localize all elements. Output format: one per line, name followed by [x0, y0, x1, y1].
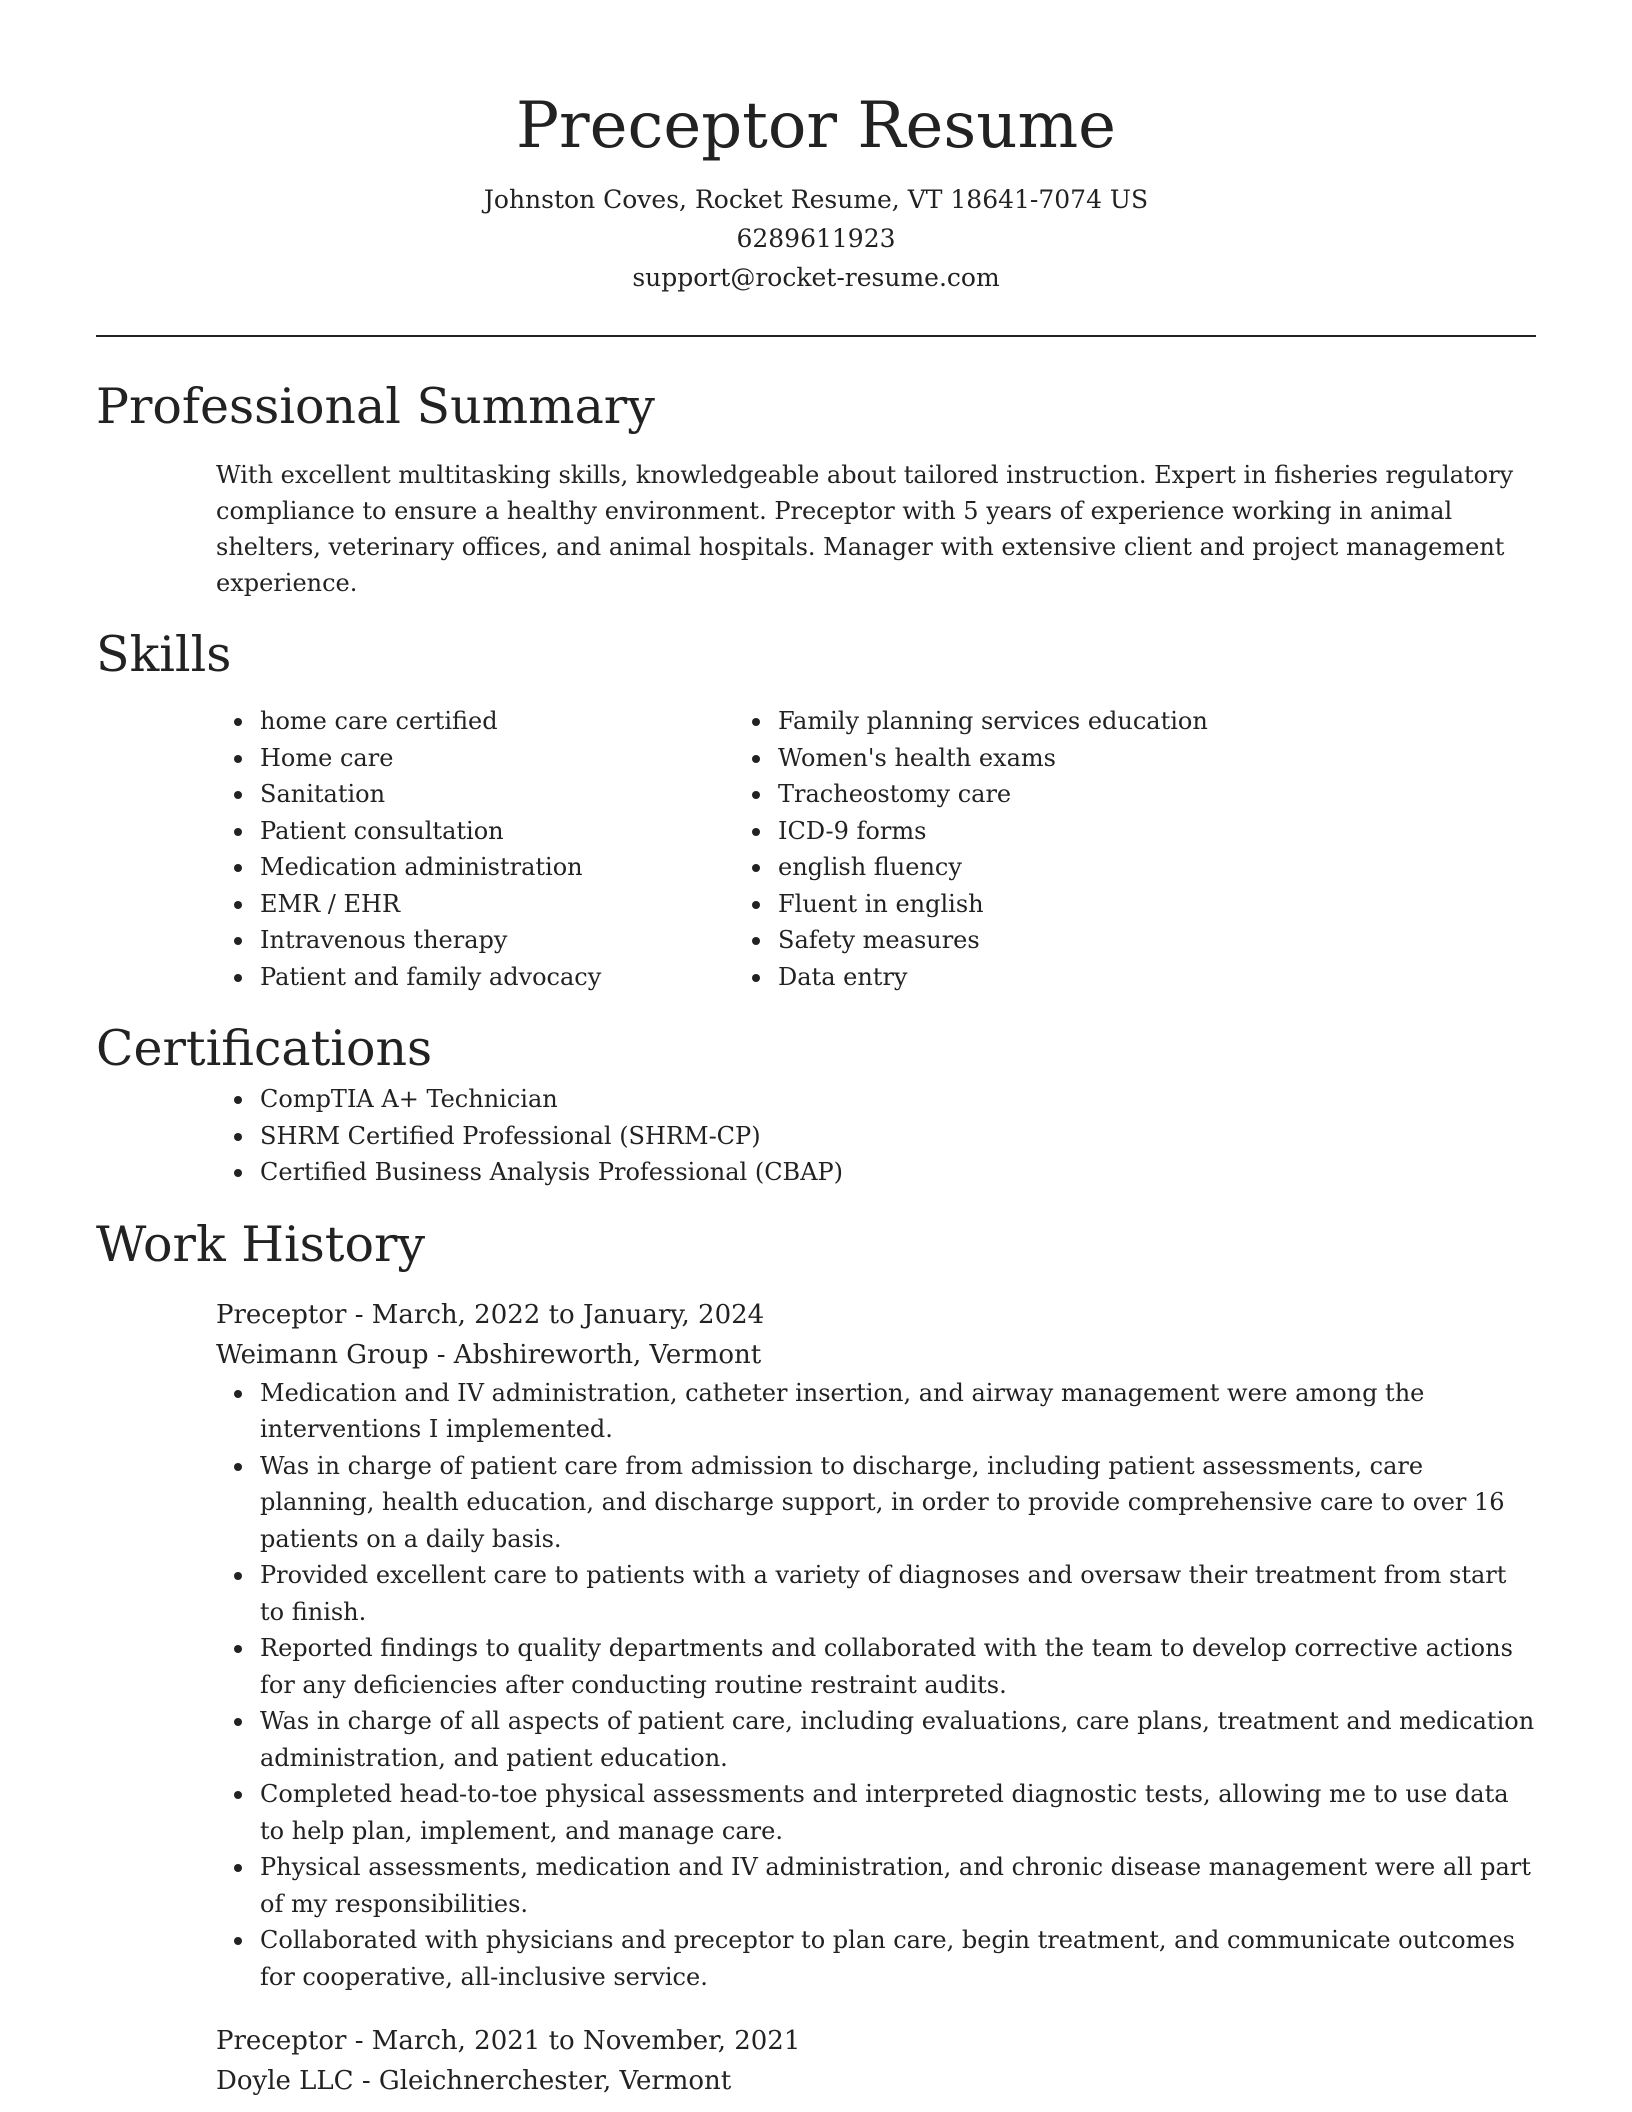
skill-item: home care certified	[260, 703, 746, 740]
job-title-line: Preceptor - March, 2021 to November, 2021	[216, 2026, 801, 2056]
work-history-section	[96, 1213, 1536, 2102]
skills-heading: Skills	[96, 626, 232, 683]
skill-item: Women's health exams	[778, 740, 1396, 777]
resume-title: Preceptor Resume	[515, 89, 1117, 163]
job-bullet: Medication and IV administration, catheter insertion, and airway management were among the interventions I implemented.	[260, 1375, 1536, 1448]
contact-phone: 6289611923	[736, 224, 896, 253]
skills-section	[96, 623, 1536, 995]
header-divider	[96, 335, 1536, 337]
certifications-section	[96, 1017, 1536, 1191]
contact-address: Johnston Coves, Rocket Resume, VT 18641-7074 US	[483, 185, 1149, 214]
certifications-heading: Certifications	[96, 1020, 433, 1077]
skill-item: Patient consultation	[260, 813, 746, 850]
skill-item: Family planning services education	[778, 703, 1396, 740]
job-bullet: Physical assessments, medication and IV administration, and chronic disease management were all part of my responsibilities.	[260, 1849, 1536, 1922]
summary-heading: Professional Summary	[96, 378, 655, 435]
contact-info	[96, 180, 1536, 297]
job-title-line: Preceptor - March, 2022 to January, 2024	[216, 1299, 765, 1330]
skill-item: ICD-9 forms	[778, 813, 1396, 850]
skill-item: Home care	[260, 740, 746, 777]
skills-columns	[96, 703, 1536, 995]
skills-list-left	[96, 703, 746, 995]
skills-list-right	[746, 703, 1396, 995]
job-company-line: Weimann Group - Abshireworth, Vermont	[216, 1339, 762, 1370]
skill-item: Sanitation	[260, 776, 746, 813]
job-title: Preceptor	[216, 1299, 347, 1330]
job-bullet: Reported findings to quality departments and collaborated with the team to develop corrective actions for any deficiencies after conducting routine restraint audits.	[260, 1630, 1536, 1703]
skill-item: Medication administration	[260, 849, 746, 886]
contact-email: support@rocket-resume.com	[632, 263, 1000, 292]
resume-header	[96, 0, 1536, 297]
job-bullet: Provided excellent care to patients with a variety of diagnoses and oversaw their treatment from start to finish.	[260, 1557, 1536, 1630]
job-responsibilities	[216, 1375, 1536, 1996]
skills-column-right	[746, 703, 1396, 995]
certification-item: CompTIA A+ Technician	[260, 1081, 1536, 1118]
certification-item: SHRM Certified Professional (SHRM-CP)	[260, 1118, 1536, 1155]
job-location: Abshireworth, Vermont	[453, 1339, 762, 1370]
job-entry	[216, 1295, 1536, 1996]
skill-item: EMR / EHR	[260, 886, 746, 923]
job-company-line: Doyle LLC - Gleichnerchester, Vermont	[216, 2066, 732, 2096]
summary-section	[96, 375, 1536, 601]
job-title: Preceptor	[216, 2026, 347, 2056]
certifications-list	[96, 1081, 1536, 1191]
skill-item: Intravenous therapy	[260, 922, 746, 959]
certification-item: Certified Business Analysis Professional (CBAP)	[260, 1154, 1536, 1191]
job-company: Doyle LLC	[216, 2066, 354, 2096]
skill-item: Tracheostomy care	[778, 776, 1396, 813]
job-bullet: Was in charge of all aspects of patient care, including evaluations, care plans, treatment and medication administration, and patient education.	[260, 1703, 1536, 1776]
job-dates: March, 2022 to January, 2024	[371, 1299, 765, 1330]
skill-item: Safety measures	[778, 922, 1396, 959]
skill-item: Data entry	[778, 959, 1396, 996]
work-history-heading: Work History	[96, 1215, 426, 1273]
job-bullet: Collaborated with physicians and preceptor to plan care, begin treatment, and communicate outcomes for cooperative, all-inclusive service.	[260, 1922, 1536, 1995]
job-company: Weimann Group	[216, 1339, 429, 1370]
job-entry	[216, 2021, 1536, 2101]
skill-item: Patient and family advocacy	[260, 959, 746, 996]
job-bullet: Completed head-to-toe physical assessments and interpreted diagnostic tests, allowing me to use data to help plan, implement, and manage care.	[260, 1776, 1536, 1849]
skill-item: Fluent in english	[778, 886, 1396, 923]
job-location: Gleichnerchester, Vermont	[378, 2066, 732, 2096]
summary-text: With excellent multitasking skills, knowledgeable about tailored instruction. Expert in fisheries regulatory compliance to ensure a healthy environment. Preceptor with 5 years of experience working in animal shelters, veterinary offices, and animal hospitals. Manager with extensive client and project management experience.	[216, 461, 1514, 597]
job-bullet: Was in charge of patient care from admission to discharge, including patient assessments, care planning, health education, and discharge support, in order to provide comprehensive care to over 16 patients on a daily basis.	[260, 1448, 1536, 1558]
job-dates: March, 2021 to November, 2021	[371, 2026, 801, 2056]
skills-column-left	[96, 703, 746, 995]
skill-item: english fluency	[778, 849, 1396, 886]
